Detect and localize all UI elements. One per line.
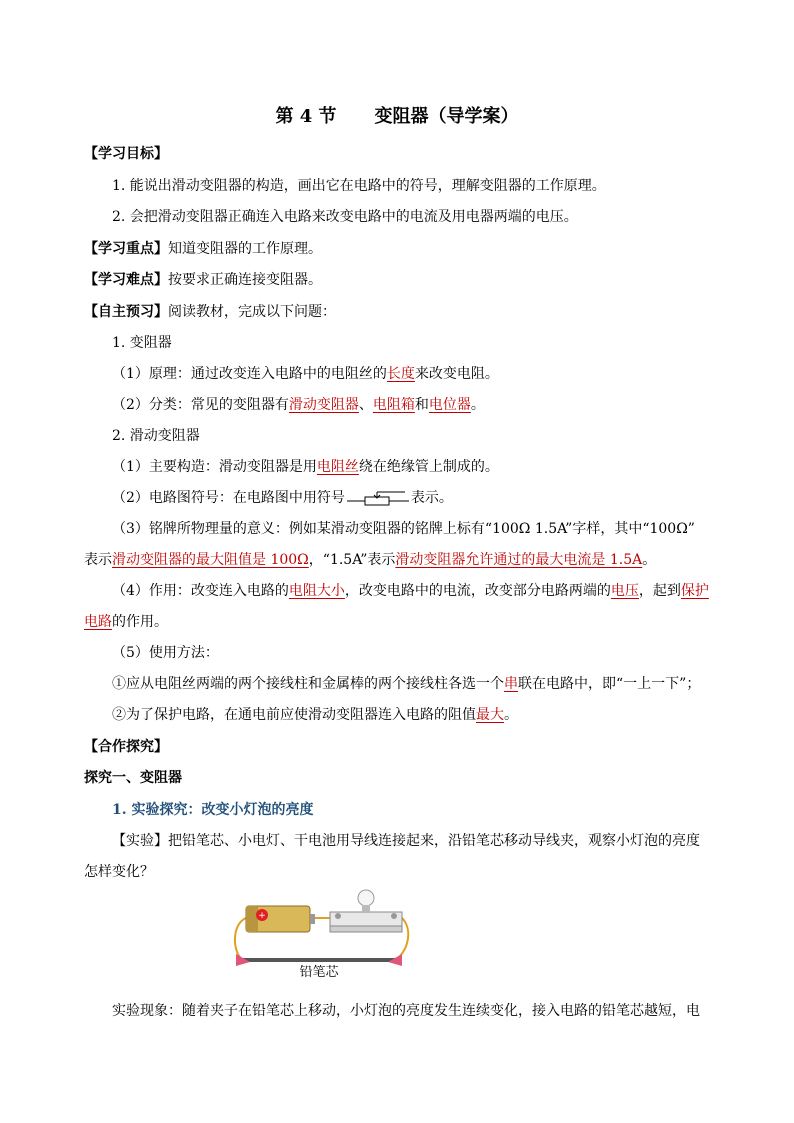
usage-heading: （5）使用方法： [112,645,219,661]
symbol-text: （2）电路图符号：在电路图中用符号 [112,490,345,506]
nameplate-text: 表示 [84,552,112,568]
period: 。 [642,552,657,568]
symbol-text-end: 表示。 [410,490,453,506]
circuit-figure [226,888,412,980]
observation-text: 实验现象：随着夹子在铅笔芯上移动，小灯泡的亮度发生连续变化，接入电路的铅笔芯越短，电 [112,1003,700,1019]
goal-item-2: 2. 会把滑动变阻器正确连入电路来改变电路中的电流及用电器两端的电压。 [112,209,578,225]
preview-heading: 【自主预习】 [84,304,168,320]
principle-text-end: 来改变电阻。 [414,366,499,382]
coop-heading: 【合作探究】 [84,739,168,755]
experiment-title: 1. 实验探究：改变小灯泡的亮度 [112,802,314,818]
usage-item-1 [112,674,700,694]
subsection-2-title: 2. 滑动变阻器 [112,428,200,444]
preview-line [84,302,336,322]
usage-item-2 [112,705,518,725]
structure-text: （1）主要构造：滑动变阻器是用 [112,459,317,475]
key-point-line [84,239,322,259]
answer-length: 长度 [386,366,415,382]
answer-maximum: 最大 [476,707,504,723]
function-text-mid-2: ，起到 [638,583,681,599]
answer-resistance-box: 电阻箱 [372,397,415,413]
function-line-1 [112,581,709,601]
inquiry-1-title: 探究一、变阻器 [84,770,182,786]
answer-circuit: 电路 [84,614,112,630]
pencil-lead [242,958,396,962]
function-text-end: 的作用。 [112,614,168,630]
battery-icon [246,906,315,932]
answer-max-current: 滑动变阻器允许通过的最大电流是 1.5A [395,552,643,568]
preview-intro: 阅读教材，完成以下问题： [168,304,336,320]
function-text: （4）作用：改变连入电路的 [112,583,289,599]
usage-text-1-end: 联在电路中，即“一上一下”； [518,676,701,692]
symbol-line [112,488,453,508]
classification-text: （2）分类：常见的变阻器有 [112,397,289,413]
subsection-1-title: 1. 变阻器 [112,335,172,351]
experiment-text-2: 怎样变化？ [84,864,154,880]
bulb-icon [330,890,402,932]
goals-heading: 【学习目标】 [84,146,168,162]
experiment-text-1: 【实验】把铅笔芯、小电灯、干电池用导线连接起来，沿铅笔芯移动导线夹，观察小灯泡的亮度 [112,833,700,849]
rheostat-symbol-icon [347,489,409,507]
key-point-text: 知道变阻器的工作原理。 [168,241,322,257]
section-number: 第 4 节 [275,106,337,127]
answer-resistance-size: 电阻大小 [288,583,345,599]
function-text-mid: ，改变电路中的电流，改变部分电路两端的 [344,583,611,599]
page-title [0,104,794,130]
answer-potentiometer: 电位器 [428,397,471,413]
difficulty-line [84,270,322,290]
usage-text-2: ②为了保护电路，在通电前应使滑动变阻器连入电路的阻值 [112,707,476,723]
pencil-lead-label: 铅笔芯 [299,965,339,980]
function-line-2 [84,612,168,632]
separator: 、 [358,397,373,413]
section-name: 变阻器（导学案） [374,106,519,127]
difficulty-heading: 【学习难点】 [84,272,168,288]
principle-text: （1）原理：通过改变连入电路中的电阻丝的 [112,366,387,382]
answer-max-resistance: 滑动变阻器的最大阻值是 100Ω [112,552,309,568]
svg-text:+: + [258,911,266,921]
answer-protect: 保护 [680,583,709,599]
answer-series: 串 [504,676,518,692]
classification-line [112,395,485,415]
difficulty-text: 按要求正确连接变阻器。 [168,272,322,288]
usage-text-1: ①应从电阻丝两端的两个接线柱和金属棒的两个接线柱各选一个 [112,676,504,692]
nameplate-line-1: （3）铭牌所物理量的意义：例如某滑动变阻器的铭牌上标有“100Ω 1.5A”字样，其中“100Ω” [112,521,695,537]
answer-voltage: 电压 [610,583,639,599]
period: 。 [504,707,518,723]
nameplate-line-2 [84,550,656,570]
nameplate-text-mid: ，“1.5A”表示 [308,552,396,568]
structure-line [112,457,499,477]
key-point-heading: 【学习重点】 [84,241,168,257]
structure-text-end: 绕在绝缘管上制成的。 [358,459,499,475]
period: 。 [470,397,485,413]
principle-line [112,364,499,384]
answer-slide-rheostat: 滑动变阻器 [288,397,359,413]
goal-item-1: 1. 能说出滑动变阻器的构造，画出它在电路中的符号，理解变阻器的工作原理。 [112,178,606,194]
separator: 和 [414,397,429,413]
answer-resistance-wire: 电阻丝 [316,459,359,475]
